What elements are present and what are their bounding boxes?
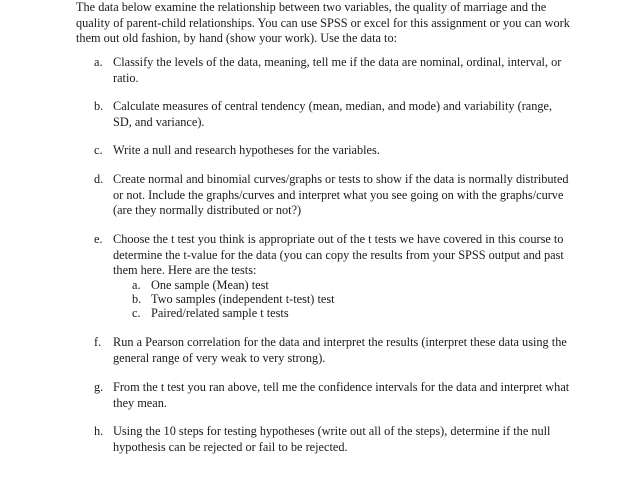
question-letter: g. [94, 380, 104, 394]
question-text: Calculate measures of central tendency (mean, median, and mode) and variability (range, SD, and variance). [113, 99, 553, 129]
question-letter: e. [94, 232, 103, 246]
subquestion-letter: c. [132, 306, 141, 320]
question-letter: f. [94, 335, 102, 349]
question-text: From the t test you ran above, tell me the confidence intervals for the data and interpret what they mean. [113, 380, 570, 410]
question-letter: c. [94, 143, 103, 157]
question-letter: a. [94, 55, 103, 69]
question-text: Write a null and research hypotheses for the variables. [113, 143, 380, 157]
subquestion-text: One sample (Mean) test [151, 278, 269, 292]
question-text: Run a Pearson correlation for the data and interpret the results (interpret these data using the general range of very weak to very strong). [113, 335, 567, 365]
question-text: Using the 10 steps for testing hypotheses (write out all of the steps), determine if the null hypothesis can be rejected or fail to be rejected. [113, 424, 551, 454]
subquestion-text: Two samples (independent t-test) test [151, 292, 335, 306]
subquestion-text: Paired/related sample t tests [151, 306, 289, 320]
question-text: Choose the t test you think is appropriate out of the t tests we have covered in this course to determine the t-value for the data (you can copy the results from your SPSS output and past them here. Here are the tests: [113, 232, 564, 278]
question-text: Create normal and binomial curves/graphs or tests to show if the data is normally distributed or not. Include the graphs/curves and interpret what you see going on with the graphs/curve (are they normally distributed or not?) [113, 172, 569, 218]
question-letter: b. [94, 99, 104, 113]
question-letter: h. [94, 424, 104, 438]
question-letter: d. [94, 172, 104, 186]
subquestion-letter: a. [132, 278, 141, 292]
intro-paragraph: The data below examine the relationship between two variables, the quality of marriage and the quality of parent-child relationships. You can use SPSS or excel for this assignment or you can work them out old fashion, by hand (show your work). Use the data to: [76, 0, 570, 46]
subquestion-letter: b. [132, 292, 142, 306]
question-text: Classify the levels of the data, meaning, tell me if the data are nominal, ordinal, interval, or ratio. [113, 55, 562, 85]
